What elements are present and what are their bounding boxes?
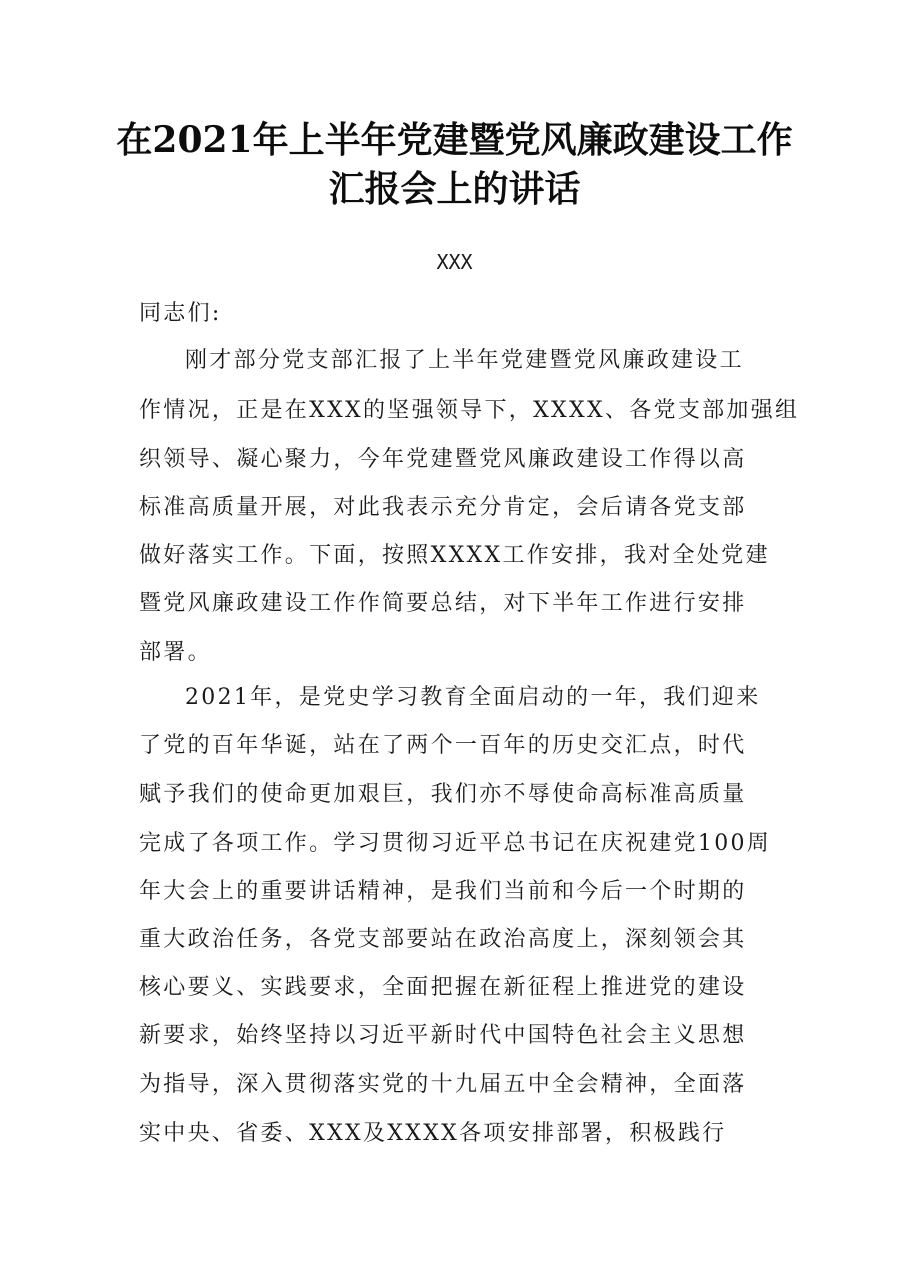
document-title-line-1: 在2021年上半年党建暨党风廉政建设工作 <box>116 119 793 161</box>
paragraph-2-line: 2021年，是党史学习教育全面启动的一年，我们迎来 <box>185 685 761 710</box>
author-name: XXX <box>436 250 473 274</box>
paragraph-1-line: 暨党风廉政建设工作作简要总结，对下半年工作进行安排 <box>139 591 747 616</box>
paragraph-1-line: 标准高质量开展，对此我表示充分肯定，会后请各党支部 <box>139 495 747 520</box>
paragraph-2-line: 完成了各项工作。学习贯彻习近平总书记在庆祝建党100周 <box>139 831 772 856</box>
paragraph-1-line: 部署。 <box>139 640 212 665</box>
paragraph-2-line: 赋予我们的使命更加艰巨，我们亦不辱使命高标准高质量 <box>139 782 747 807</box>
document-title-line-2: 汇报会上的讲话 <box>328 168 581 210</box>
paragraph-2-line: 重大政治任务，各党支部要站在政治高度上，深刻领会其 <box>139 927 747 952</box>
paragraph-2-line: 核心要义、实践要求，全面把握在新征程上推进党的建设 <box>139 975 747 1000</box>
paragraph-1-line: 织领导、凝心聚力，今年党建暨党风廉政建设工作得以高 <box>139 447 747 472</box>
paragraph-2-line: 了党的百年华诞，站在了两个一百年的历史交汇点，时代 <box>139 733 747 758</box>
paragraph-1-line: 做好落实工作。下面，按照XXXX工作安排，我对全处党建 <box>139 543 770 568</box>
paragraph-2-line: 为指导，深入贯彻落实党的十九届五中全会精神，全面落 <box>139 1072 747 1097</box>
paragraph-2-line: 新要求，始终坚持以习近平新时代中国特色社会主义思想 <box>139 1023 747 1048</box>
paragraph-2-line: 年大会上的重要讲话精神，是我们当前和今后一个时期的 <box>139 879 747 904</box>
salutation: 同志们: <box>139 301 222 326</box>
paragraph-2-line: 实中央、省委、XXX及XXXX各项安排部署，积极践行 <box>139 1121 727 1146</box>
paragraph-1-line: 刚才部分党支部汇报了上半年党建暨党风廉政建设工 <box>185 348 744 373</box>
paragraph-1-line: 作情况，正是在XXX的坚强领导下，XXXX、各党支部加强组 <box>139 398 800 423</box>
